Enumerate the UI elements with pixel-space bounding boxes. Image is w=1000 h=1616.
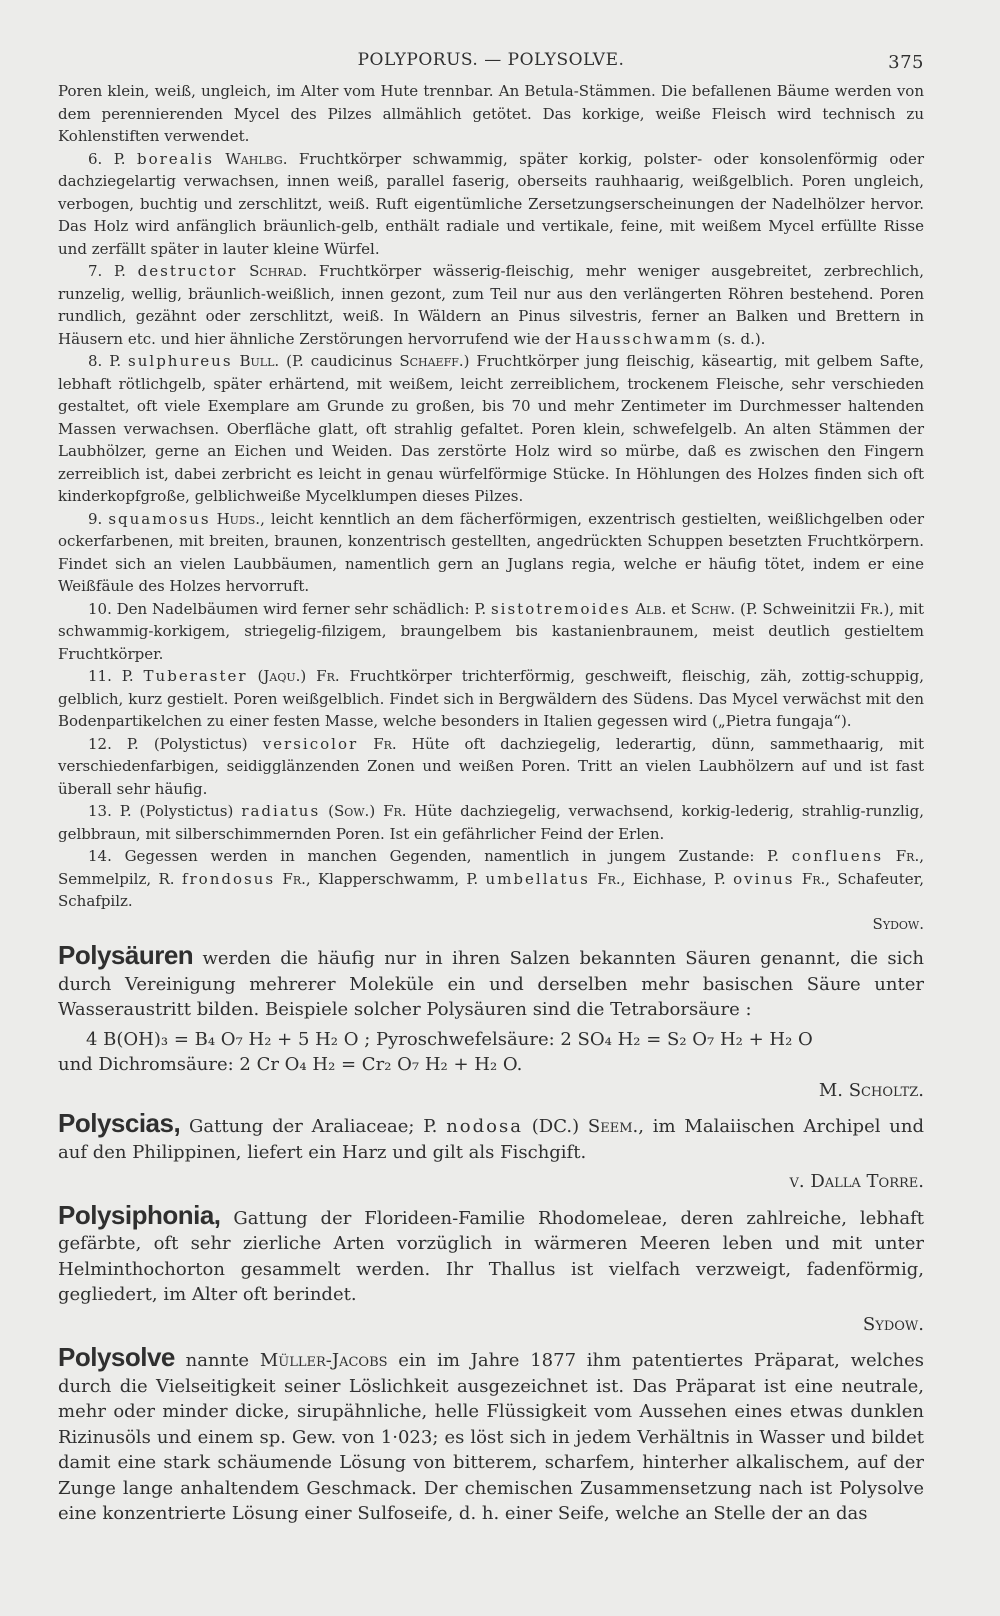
article-polysolve <box>58 1342 924 1527</box>
running-head <box>58 44 924 80</box>
entry-tuberaster <box>58 665 924 733</box>
entry-text: (DC.) <box>522 1116 588 1137</box>
synonym: (P. caudicinus <box>279 352 400 370</box>
author: Fr. <box>373 734 397 753</box>
author: Bull. <box>239 352 280 370</box>
entry-number: 9. <box>88 509 103 528</box>
headword: Polysäuren <box>58 940 194 970</box>
entry-sistotremoides <box>58 598 924 666</box>
formula-text: und Dichromsäure: 2 Cr O₄ H₂ = Cr₂ O₇ H₂ + H₂ O. <box>58 1054 523 1075</box>
signature: M. Scholtz. <box>818 1079 924 1101</box>
paragraph <box>58 1199 924 1308</box>
species-name: squamosus <box>108 509 211 528</box>
entry-sulphureus <box>58 350 924 508</box>
species-name: ovinus <box>733 869 795 888</box>
entry-text: Gattung der Florideen-Familie Rhodomeleae, deren zahlreiche, lebhaft gefärbte, oft sehr zierliche Arten vorzüglich in wärmeren Meeren leben und mit unter Helminthochorton gesammelt werden. Ihr Thallus ist vielfach verzweigt, fadenförmig, gegliedert, im Alter oft berindet. <box>58 1207 924 1305</box>
author: Schaeff. <box>399 352 464 370</box>
signature: Sydow. <box>862 1313 924 1335</box>
entry-text: werden die häufig nur in ihren Salzen bekannten Säuren genannt, die sich durch Vereinigung mehrerer Moleküle ein und derselben mehr basischen Säure unter Wasseraustritt bilden. Beispiele solcher Polysäuren sind die Tetraborsäure : <box>58 948 924 1020</box>
article-polyscias <box>58 1108 925 1195</box>
author: (Sow.) Fr. <box>328 802 407 820</box>
headword: Polysolve <box>58 1342 175 1372</box>
entry-number: 12. P. (Polystictus) <box>88 734 248 753</box>
article-polysaeuren <box>58 940 924 1103</box>
species-name: nodosa <box>446 1116 523 1137</box>
entry-text: Fruchtkörper schwammig, später korkig, polster- oder konsolenförmig oder dachziegelartig verwachsen, innen weiß, parallel faserig, oberseits rauhhaarig, weißgelblich. Poren ungleich, verbogen, buchtig und zerschlitzt, weiß. Ruft eigentümliche Zersetzungserscheinungen der Nadelhölzer hervor. Das Holz wird anfänglich bräunlich-gelb, enthält radiale und vertikale, feine, mit weißem Mycel erfüllte Risse und zerfällt später in lauter kleine Würfel. <box>58 149 924 258</box>
entry-versicolor <box>58 733 924 801</box>
entry-text: nannte <box>174 1350 260 1371</box>
entry-edible <box>58 845 924 913</box>
entry-text: Fruchtkörper trichterförmig, geschweift, fleischig, zäh, zottig-schuppig, gelblich, kurz gestielt. Poren weißgelblich. Findet sich in Bergwäldern des Südens. Das Mycel verwächst mit den Bodenpartikelchen zu einer festen Masse, welche besonders in Italien gegessen wird („Pietra fungaja“). <box>58 667 924 730</box>
species-name: Tuberaster <box>143 667 248 685</box>
entry-text: et <box>666 599 691 618</box>
entry-text: 14. Gegessen werden in manchen Gegenden, namentlich in jungem Zustande: P. <box>88 847 792 865</box>
cross-reference: Hausschwamm <box>575 329 713 348</box>
paragraph <box>58 940 924 1023</box>
species-name: umbellatus <box>485 869 590 888</box>
entry-text: 10. Den Nadelbäumen wird ferner sehr schädlich: P. <box>88 599 491 618</box>
entry-text: Hüte oft dachziegelig, lederartig, dünn, sammethaarig, mit verschiedenfarbigen, seidigglänzenden Zonen und weißen Poren. Tritt an vielen Laubhölzern auf und ist fast überall sehr häufig. <box>58 734 924 798</box>
entry-number: 6. P. <box>88 149 126 168</box>
species-name: borealis <box>137 149 214 168</box>
author: Jaqu. <box>263 667 301 685</box>
paragraph <box>58 1342 924 1527</box>
entry-squamosus <box>58 508 924 598</box>
species-name: sistotremoides <box>490 599 631 618</box>
article-polysiphonia <box>58 1199 924 1338</box>
author: Wahlbg. <box>225 149 288 168</box>
author: Fr. <box>801 869 826 888</box>
entry-destructor <box>58 260 924 350</box>
running-title: POLYPORUS. — POLYSOLVE. <box>357 50 625 70</box>
author: Fr. <box>895 847 920 865</box>
signature: v. Dalla Torre. <box>789 1171 924 1192</box>
species-name: frondosus <box>181 869 276 888</box>
author: Schrad. <box>249 262 308 280</box>
entry-number: 7. P. <box>88 262 126 280</box>
entry-text: ein im Jahre 1877 ihm patentiertes Präparat, welches durch die Vielseitigkeit seiner Löslichkeit ausgezeichnet ist. Das Präparat ist eine neutrale, mehr oder minder dicke, sirupähnliche, helle Flüssigkeit vom Aussehen eines etwas dunklen Rizinusöls und einem sp. Gew. von 1·023; es löst sich in jedem Verhältnis in Wasser und bildet damit eine stark schäumende Lösung von bitterem, scharfem, hinterher alkalischem, auf der Zunge lange anhaltendem Geschmack. Der chemischen Zusammensetzung nach ist Polysolve eine konzentrierte Lösung einer Sulfoseife, d. h. einer Seife, welche an Stelle der an das <box>58 1350 924 1524</box>
entry-text: (P. Schweinitzii <box>735 599 861 618</box>
species-name: destructor <box>137 262 238 280</box>
entry-number: 13. P. (Polystictus) <box>88 802 234 820</box>
entry-text: Fruchtkörper wässerig-fleischig, mehr weniger ausgebreitet, zerbrechlich, runzelig, wellig, bräunlich-weißlich, innen gezont, zum Teil nur aus den verlängerten Röhren bestehend. Poren rundlich, gezähnt oder zerschlitzt, weiß. In Wäldern an Pinus silvestris, ferner an Balken und Brettern in Häusern etc. und hier ähnliche Zerstörungen hervorrufend wie der <box>58 262 924 348</box>
signature: Sydow. <box>872 914 924 933</box>
paragraph <box>58 1108 925 1165</box>
paragraph: Poren klein, weiß, ungleich, im Alter vom Hute trennbar. An Betula-Stämmen. Die befallenen Bäume werden von dem perennierenden Mycel des Pilzes allmählich getötet. Das korkige, weiße Fleisch wird technisch zu Kohlenstiften verwendet. <box>58 82 924 145</box>
author: Alb. <box>635 599 667 618</box>
author: Seem. <box>587 1116 639 1137</box>
entry-text: , Eichhase, P. <box>620 869 734 888</box>
author: Fr. <box>597 869 621 888</box>
entry-text: , Schafeuter, Schafpilz. <box>58 869 924 910</box>
headword: Polyscias, <box>58 1108 181 1138</box>
entry-text: ( <box>247 667 264 685</box>
entry-text: Gattung der Araliaceae; P. <box>180 1116 447 1137</box>
species-name: confluens <box>791 847 884 865</box>
species-name: sulphureus <box>128 352 233 370</box>
entry-text: , im Malaiischen Archipel und auf den Philippinen, liefert ein Harz und gilt als Fischgift. <box>58 1116 925 1163</box>
page-number: 375 <box>888 52 924 73</box>
entry-text: , Semmelpilz, R. <box>58 847 924 888</box>
formula: 4 B(OH)₃ = B₄ O₇ H₂ + 5 H₂ O ; Pyroschwefelsäure: 2 SO₄ H₂ = S₂ O₇ H₂ + H₂ O <box>86 1028 813 1050</box>
entry-text: , Klapperschwamm, P. <box>305 869 486 888</box>
author: Huds. <box>216 509 261 528</box>
entry-text: ) <box>300 667 317 685</box>
entry-text: ) Fruchtkörper jung fleischig, käseartig, mit gelbem Safte, lebhaft rötlichgelb, später erhärtend, mit weißem, leicht zerreiblichem, trockenem Fleische, sehr verschieden gestaltet, oft viele Exemplare am Grunde zu großen, bis 70 und mehr Zentimeter im Durchmesser haltenden Massen verwachsen. Oberfläche glatt, oft strahlig gefaltet. Poren klein, schwefelgelb. An alten Stämmen der Laubhölzer, gerne an Eichen und Weiden. Das zerstörte Holz wird so mürbe, daß es zwischen den Fingern zerreiblich ist, dabei zerbricht es leicht in genau würfelförmige Stücke. In Höhlungen des Holzes finden sich oft kinderkopfgroße, gelblichweiße Mycelklumpen dieses Pilzes. <box>58 352 924 505</box>
species-name: radiatus <box>241 802 321 820</box>
polyporus-continuation <box>58 80 924 935</box>
author: Fr. <box>860 599 884 618</box>
entry-text: ), mit schwammig-korkigem, striegelig-filzigem, braungelbem bis kastanienbraunem, meist deutlich gestieltem Fruchtkörper. <box>58 599 924 663</box>
headword: Polysiphonia, <box>58 1199 221 1230</box>
entry-borealis <box>58 148 924 261</box>
entry-number: 8. P. <box>88 352 122 370</box>
author: Müller-Jacobs <box>259 1350 388 1371</box>
entry-number: 11. P. <box>88 667 134 685</box>
entry-text: (s. d.). <box>712 329 766 348</box>
formula <box>58 1052 924 1078</box>
author: Fr. <box>316 667 340 685</box>
entry-text: Hüte dachziegelig, verwachsend, korkig-lederig, strahlig-runzlig, gelbbraun, mit silberschimmernden Poren. Ist ein gefährlicher Feind der Erlen. <box>58 802 924 843</box>
entry-radiatus <box>58 800 924 845</box>
author: Fr. <box>282 869 306 888</box>
author: Schw. <box>690 599 736 618</box>
entry-text: , leicht kenntlich an dem fächerförmigen, exzentrisch gestielten, weißlichgelben oder ockerfarbenen, mit breiten, braunen, konzentrisch gestellten, angedrückten Schuppen besetzten Fruchtkörpern. Findet sich an vielen Laubbäumen, namentlich gern an Juglans regia, welche er häufig tötet, indem er eine Weißfäule des Holzes hervorruft. <box>58 509 924 595</box>
species-name: versicolor <box>262 734 359 753</box>
